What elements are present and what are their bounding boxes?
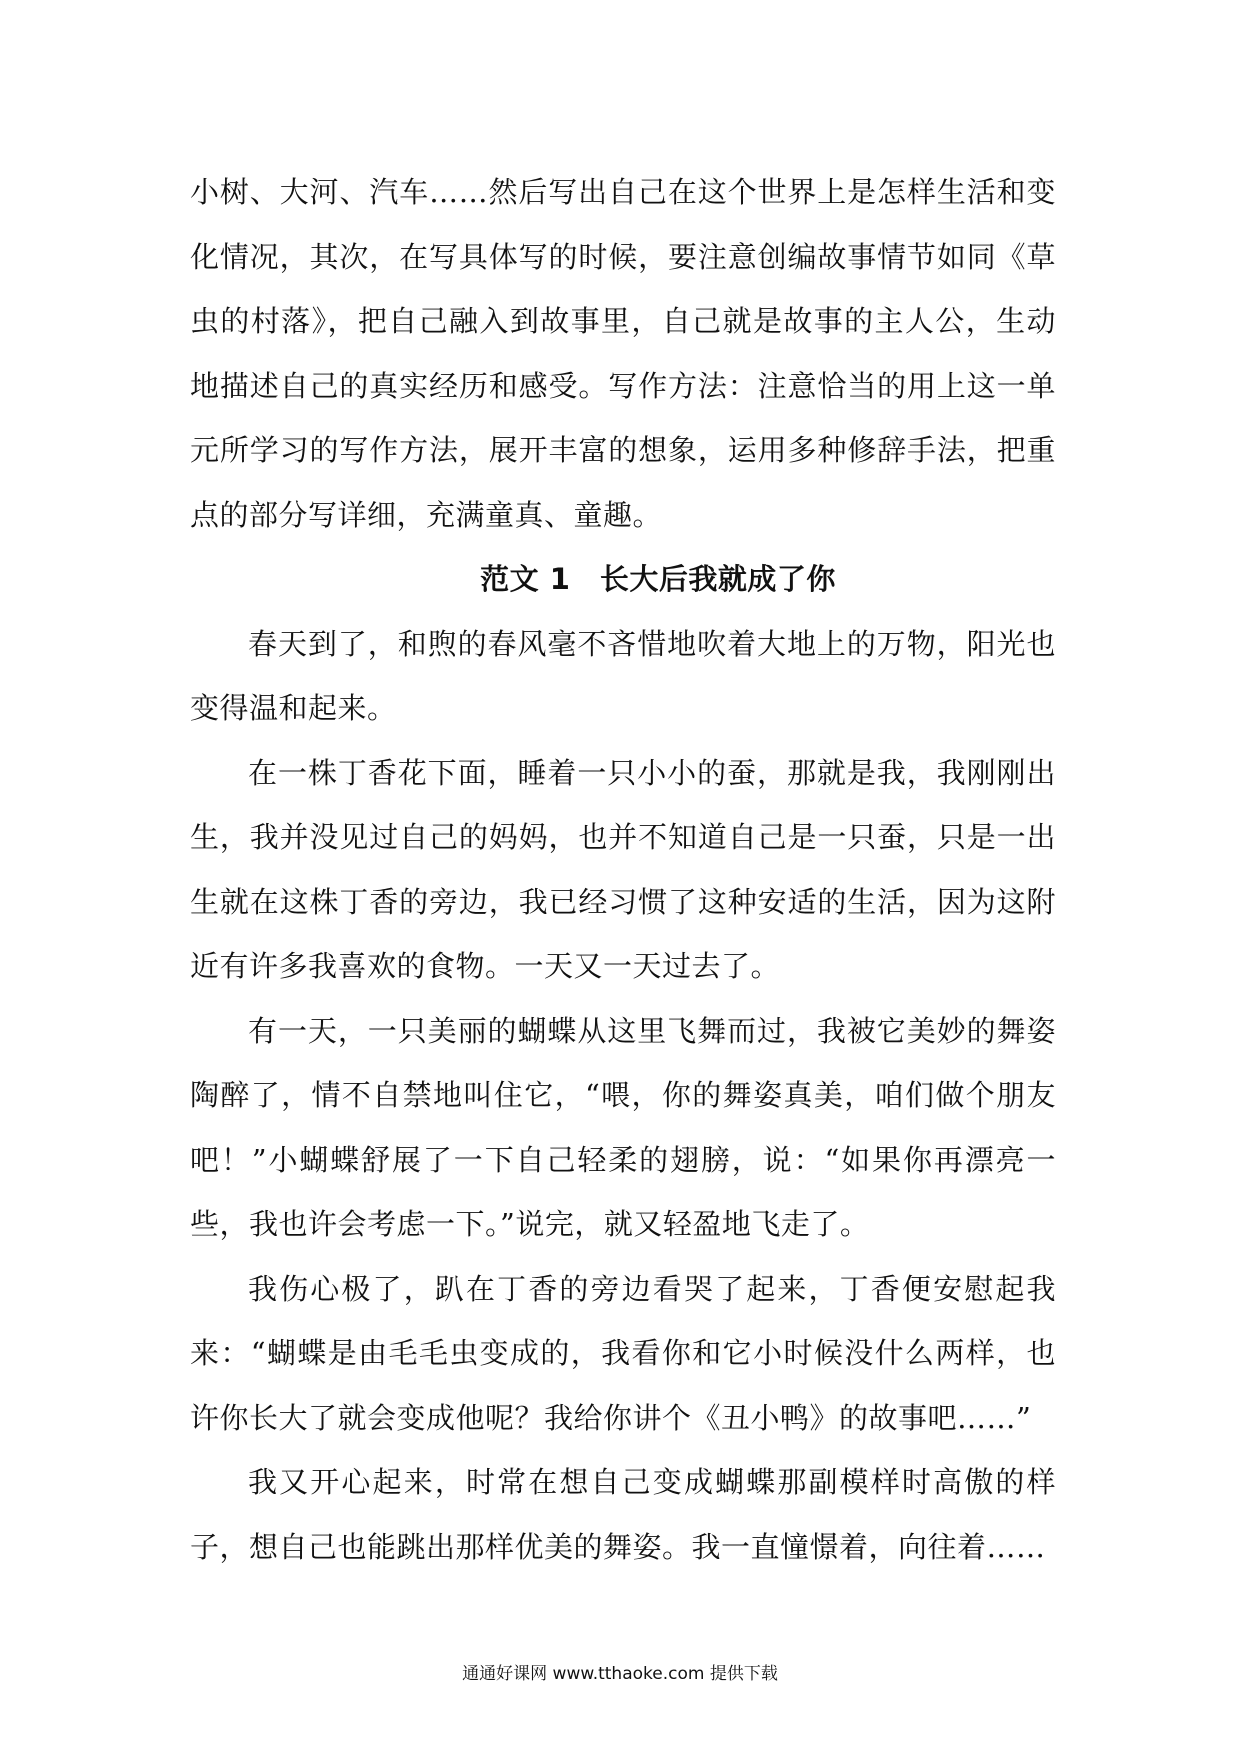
essay-paragraph-4: 我伤心极了，趴在丁香的旁边看哭了起来，丁香便安慰起我来：“蝴蝶是由毛毛虫变成的，我看你和它小时候没什么两样，也许你长大了就会变成他呢？我给你讲个《丑小鸭》的故事吧……”: [190, 1271, 1056, 1435]
essay-title: 范文 1 长大后我就成了你: [480, 562, 836, 596]
essay-paragraph-3: 有一天，一只美丽的蝴蝶从这里飞舞而过，我被它美妙的舞姿陶醉了，情不自禁地叫住它，“喂，你的舞姿真美，咱们做个朋友吧！”小蝴蝶舒展了一下自己轻柔的翅膀，说：“如果你再漂亮一些，我也许会考虑一下。”说完，就又轻盈地飞走了。: [190, 1013, 1056, 1241]
document-page: [190, 160, 1056, 1579]
essay-paragraph-2: 在一株丁香花下面，睡着一只小小的蚕，那就是我，我刚刚出生，我并没见过自己的妈妈，也并不知道自己是一只蚕，只是一出生就在这株丁香的旁边，我已经习惯了这种安适的生活，因为这附近有许多我喜欢的食物。一天又一天过去了。: [190, 755, 1056, 983]
essay-paragraph-5: 我又开心起来，时常在想自己变成蝴蝶那副模样时高傲的样子，想自己也能跳出那样优美的舞姿。我一直憧憬着，向往着……: [190, 1465, 1056, 1564]
essay-paragraph-1: 春天到了，和煦的春风毫不吝惜地吹着大地上的万物，阳光也变得温和起来。: [190, 626, 1056, 725]
page-footer: 通通好课网 www.tthaoke.com 提供下载: [462, 1664, 778, 1684]
intro-paragraph: 小树、大河、汽车……然后写出自己在这个世界上是怎样生活和变化情况，其次，在写具体写的时候，要注意创编故事情节如同《草虫的村落》，把自己融入到故事里，自己就是故事的主人公，生动地描述自己的真实经历和感受。写作方法：注意恰当的用上这一单元所学习的写作方法，展开丰富的想象，运用多种修辞手法，把重点的部分写详细，充满童真、童趣。: [190, 175, 1056, 532]
